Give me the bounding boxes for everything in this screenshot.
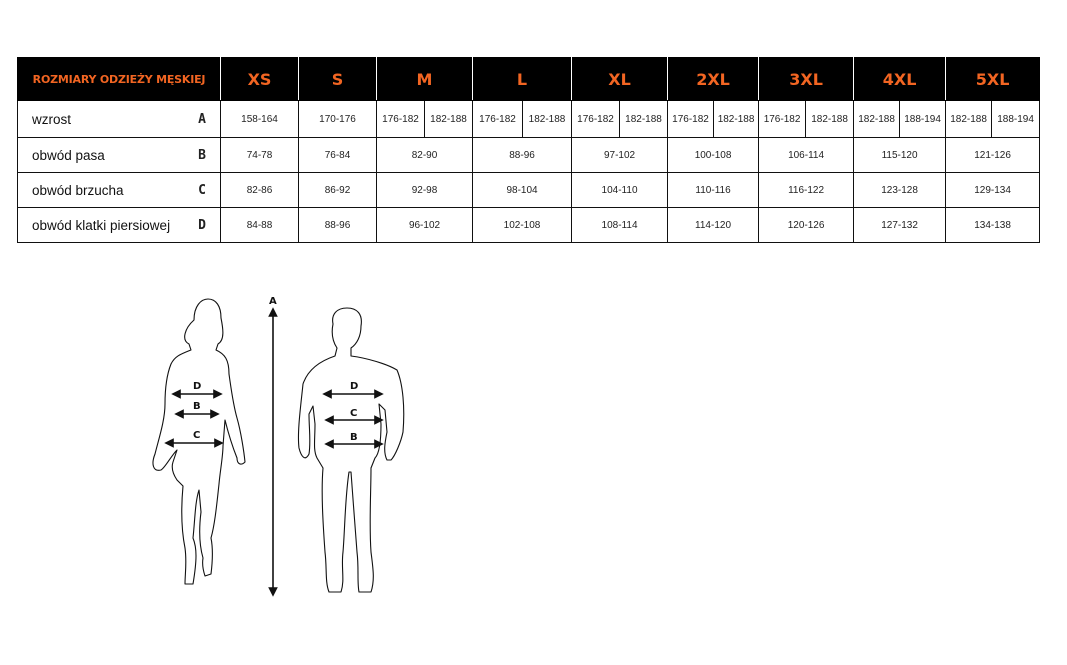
size-header-row <box>18 58 1040 101</box>
table-cell: 104-110 <box>572 173 668 208</box>
table-cell: 76-84 <box>299 138 377 173</box>
table-row-waist <box>18 138 1040 173</box>
male-label-c: C <box>350 408 358 419</box>
table-row-chest <box>18 208 1040 243</box>
table-cell: 127-132 <box>854 208 946 243</box>
male-belly-arrow <box>329 408 379 420</box>
size-header-l: L <box>473 58 572 101</box>
row-label <box>18 138 221 173</box>
table-cell: 182-188 <box>620 101 668 138</box>
size-header-m: M <box>377 58 473 101</box>
table-cell: 92-98 <box>377 173 473 208</box>
table-cell: 100-108 <box>668 138 759 173</box>
female-belly-arrow <box>169 430 219 443</box>
table-cell: 134-138 <box>946 208 1040 243</box>
size-header-5xl: 5XL <box>946 58 1040 101</box>
table-cell: 114-120 <box>668 208 759 243</box>
size-chart-table <box>17 57 1040 243</box>
female-waist-arrow <box>179 401 215 414</box>
table-cell: 116-122 <box>759 173 854 208</box>
size-header-xl: XL <box>572 58 668 101</box>
measure-letter: A <box>198 111 206 127</box>
table-cell: 102-108 <box>473 208 572 243</box>
female-label-b: B <box>193 401 201 412</box>
measure-name: obwód pasa <box>32 147 105 163</box>
table-cell: 88-96 <box>299 208 377 243</box>
table-cell: 182-188 <box>806 101 854 138</box>
measure-name: wzrost <box>32 111 72 127</box>
table-cell: 188-194 <box>992 101 1040 138</box>
size-header-4xl: 4XL <box>854 58 946 101</box>
table-cell: 82-86 <box>221 173 299 208</box>
measure-letter: B <box>198 147 206 163</box>
table-cell: 123-128 <box>854 173 946 208</box>
table-cell: 182-188 <box>714 101 759 138</box>
table-cell: 182-188 <box>425 101 473 138</box>
table-cell: 110-116 <box>668 173 759 208</box>
table-cell: 96-102 <box>377 208 473 243</box>
size-header-2xl: 2XL <box>668 58 759 101</box>
size-header-xs: XS <box>221 58 299 101</box>
row-label <box>18 101 221 138</box>
table-cell: 170-176 <box>299 101 377 138</box>
table-cell: 98-104 <box>473 173 572 208</box>
male-waist-arrow <box>329 432 379 444</box>
measure-name: obwód brzucha <box>32 182 124 198</box>
table-cell: 86-92 <box>299 173 377 208</box>
table-cell: 121-126 <box>946 138 1040 173</box>
table-cell: 108-114 <box>572 208 668 243</box>
female-silhouette-icon <box>153 299 245 584</box>
table-row-height <box>18 101 1040 138</box>
measure-letter: D <box>198 217 206 233</box>
table-cell: 182-188 <box>523 101 572 138</box>
table-title: ROZMIARY ODZIEŻY MĘSKIEJ <box>18 58 221 101</box>
table-cell: 158-164 <box>221 101 299 138</box>
height-label-a: A <box>269 296 277 307</box>
female-label-c: C <box>193 430 201 441</box>
table-cell: 120-126 <box>759 208 854 243</box>
male-chest-arrow <box>327 381 379 394</box>
height-arrow <box>269 296 277 592</box>
measure-name: obwód klatki piersiowej <box>32 217 171 233</box>
male-label-d: D <box>350 381 359 392</box>
table-row-belly <box>18 173 1040 208</box>
measurement-illustration <box>145 292 425 602</box>
table-cell: 129-134 <box>946 173 1040 208</box>
table-cell: 106-114 <box>759 138 854 173</box>
table-cell: 84-88 <box>221 208 299 243</box>
table-cell: 82-90 <box>377 138 473 173</box>
female-chest-arrow <box>176 381 218 394</box>
table-cell: 176-182 <box>759 101 806 138</box>
table-cell: 74-78 <box>221 138 299 173</box>
table-cell: 182-188 <box>854 101 900 138</box>
measure-letter: C <box>198 182 206 198</box>
table-cell: 88-96 <box>473 138 572 173</box>
size-header-s: S <box>299 58 377 101</box>
table-cell: 115-120 <box>854 138 946 173</box>
table-cell: 176-182 <box>668 101 714 138</box>
table-cell: 176-182 <box>473 101 523 138</box>
size-header-3xl: 3XL <box>759 58 854 101</box>
female-label-d: D <box>193 381 202 392</box>
table-cell: 188-194 <box>900 101 946 138</box>
table-cell: 182-188 <box>946 101 992 138</box>
table-cell: 176-182 <box>377 101 425 138</box>
male-label-b: B <box>350 432 358 443</box>
row-label <box>18 208 221 243</box>
male-silhouette-icon <box>298 308 403 592</box>
table-cell: 176-182 <box>572 101 620 138</box>
row-label <box>18 173 221 208</box>
table-cell: 97-102 <box>572 138 668 173</box>
